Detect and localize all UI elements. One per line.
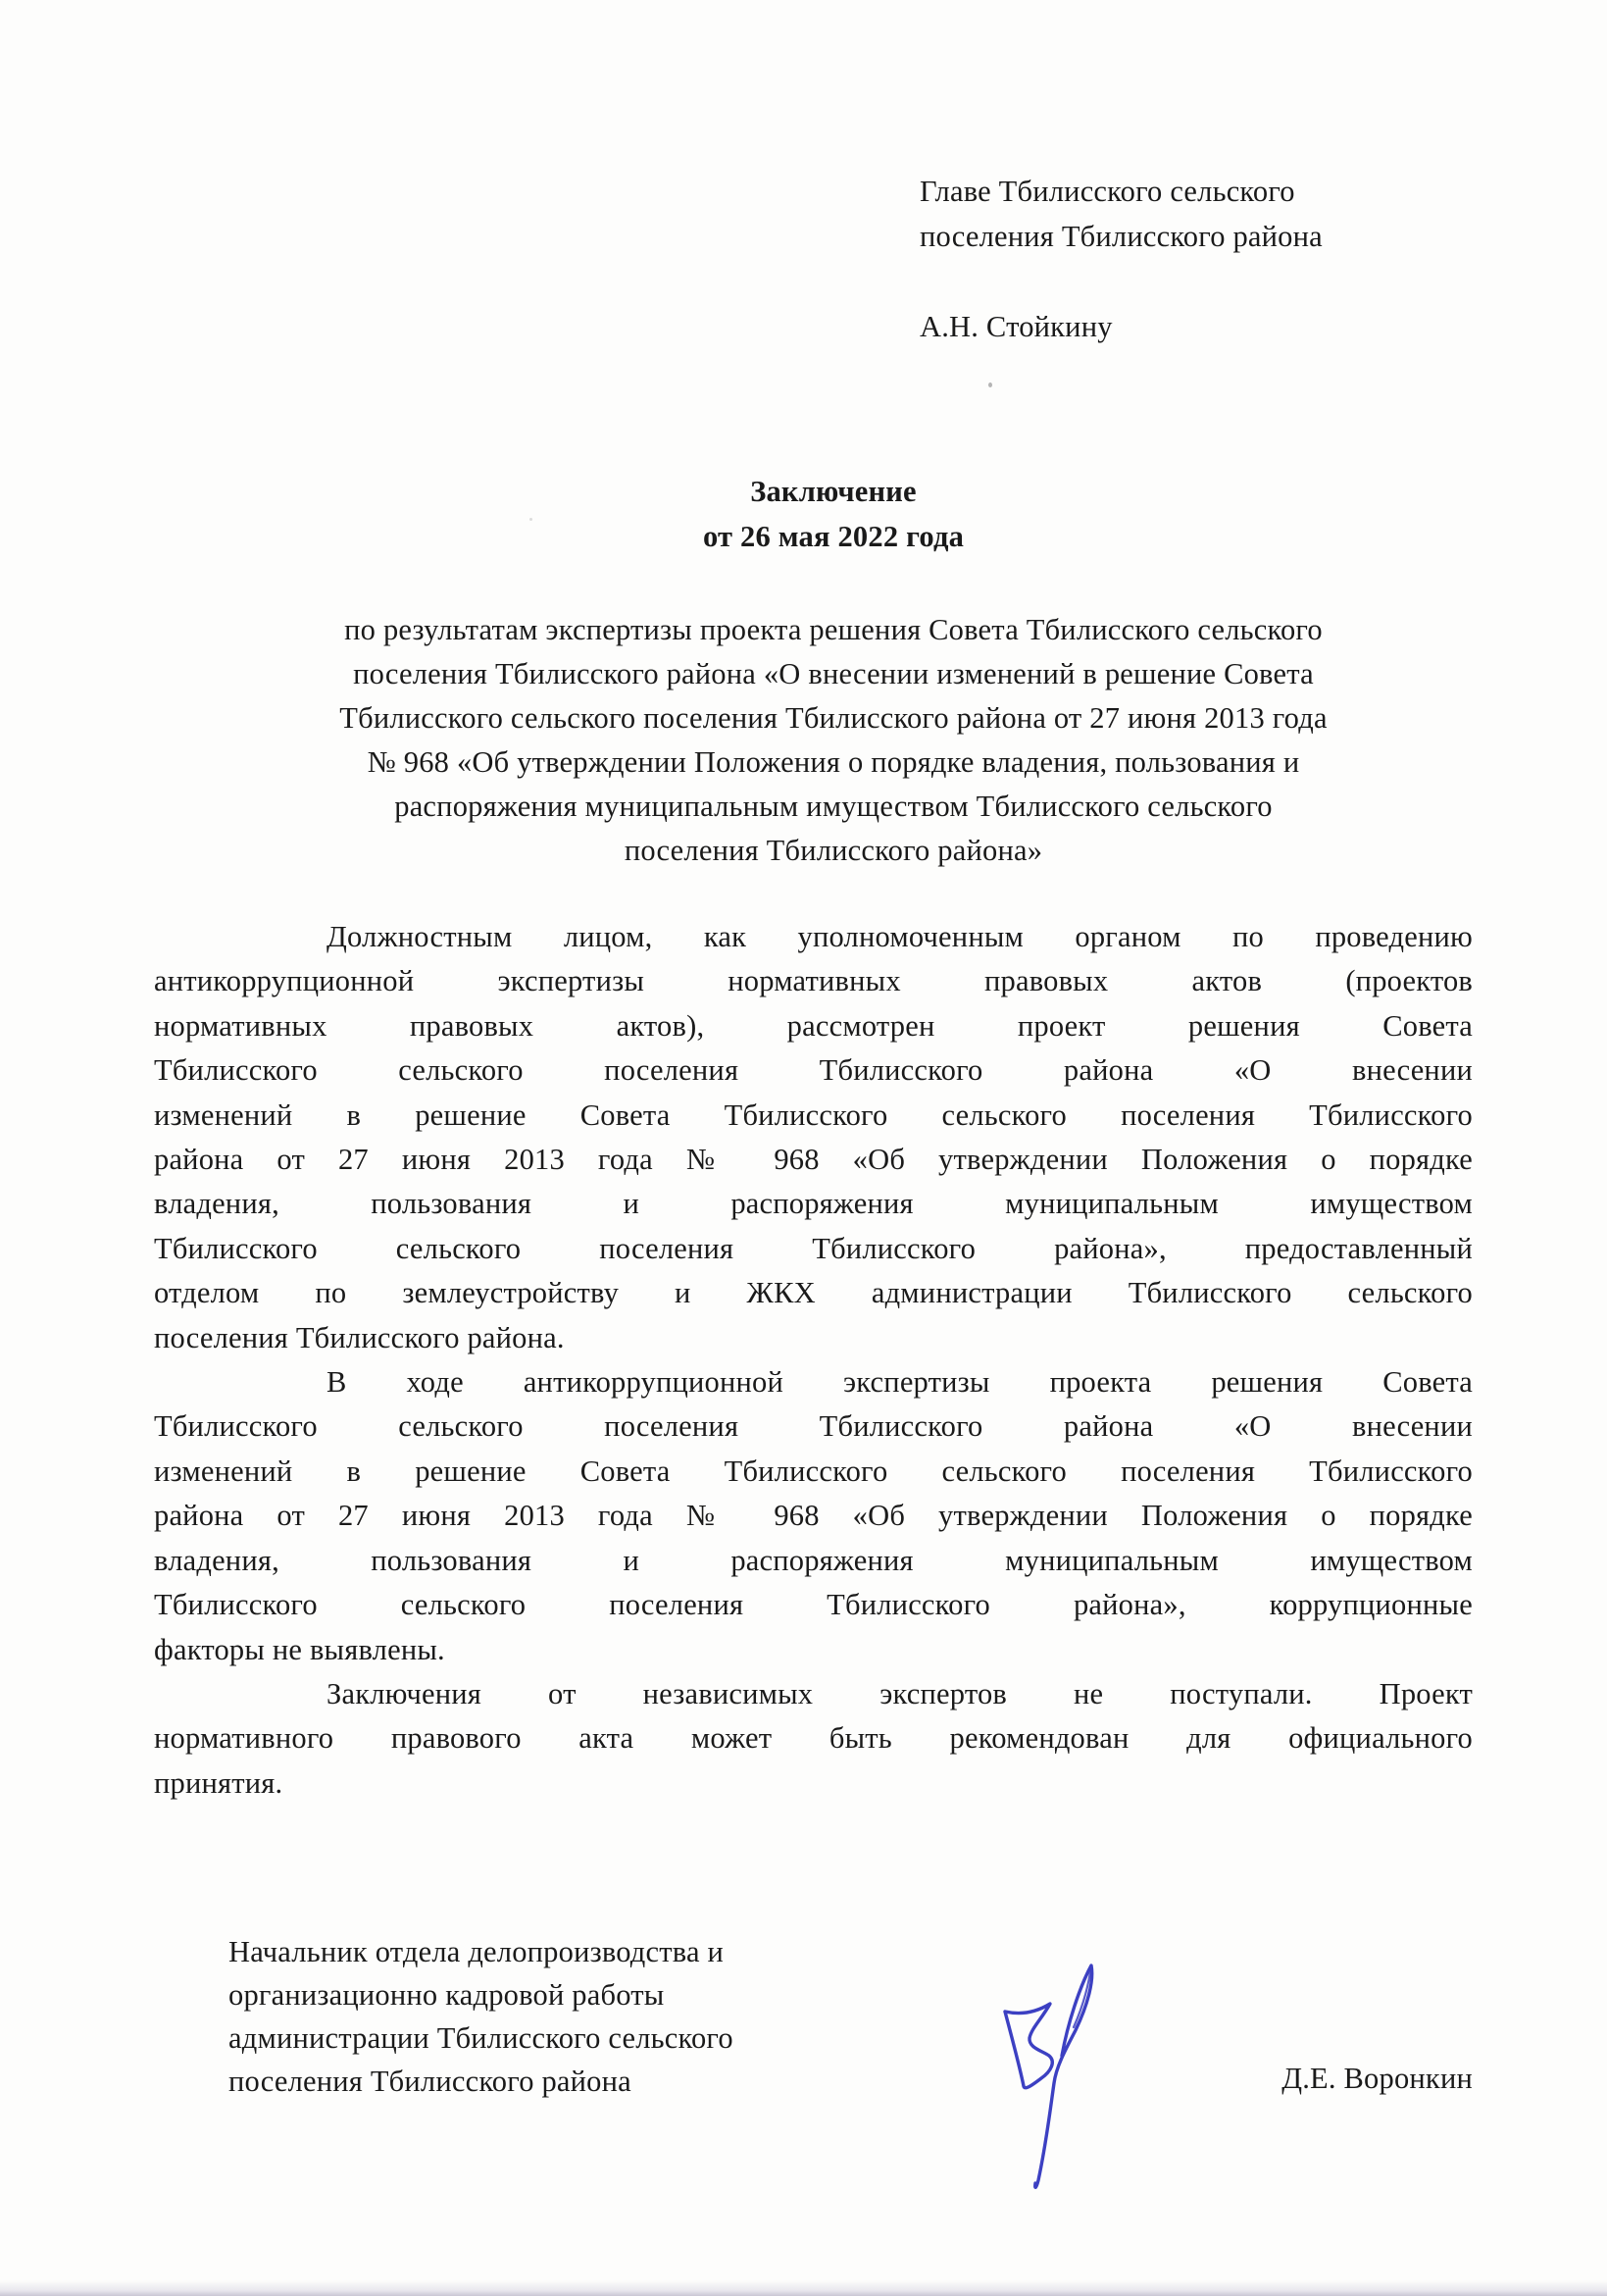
body-line: антикоррупционной экспертизы нормативных правовых актов (проектов: [154, 964, 1473, 998]
addressee-person-name: А.Н. Стойкину: [920, 310, 1113, 343]
scan-speck: [988, 383, 992, 387]
signer-position-line: Начальник отдела делопроизводства и: [228, 1935, 725, 1968]
body-line: поселения Тбилисского района.: [154, 1320, 565, 1354]
subject-line: по результатам экспертизы проекта решения Совета Тбилисского сельского: [344, 613, 1323, 646]
scan-speck: [529, 518, 532, 521]
addressee-line: Главе Тбилисского сельского: [920, 175, 1295, 208]
addressee-line: поселения Тбилисского района: [920, 220, 1323, 253]
title-block: [154, 469, 1513, 559]
body-line: Тбилисского сельского поселения Тбилисского района «О внесении: [154, 1053, 1473, 1088]
body-line: района от 27 июня 2013 года № 968 «Об утверждении Положения о порядке: [154, 1143, 1473, 1177]
body-line: Тбилисского сельского поселения Тбилисского района», предоставленный: [154, 1231, 1473, 1265]
addressee-block: [920, 169, 1323, 349]
signer-position-line: администрации Тбилисского сельского: [228, 2021, 733, 2055]
body-line: владения, пользования и распоряжения муниципальным имуществом: [154, 1187, 1473, 1221]
body-paragraph-2: [154, 1360, 1473, 1672]
body-line: изменений в решение Совета Тбилисского сельского поселения Тбилисского: [154, 1097, 1473, 1132]
body-line: отделом по землеустройству и ЖКХ администрации Тбилисского сельского: [154, 1276, 1473, 1310]
signer-name: Д.Е. Воронкин: [1281, 2062, 1473, 2095]
body-line: В ходе антикоррупционной экспертизы проекта решения Совета: [326, 1365, 1473, 1400]
addressee-lines: [920, 169, 1323, 259]
document-title: Заключение: [750, 475, 917, 508]
subject-line: поселения Тбилисского района «О внесении изменений в решение Совета: [353, 657, 1314, 690]
subject-line: поселения Тбилисского района»: [624, 834, 1043, 867]
body-paragraph-1: [154, 915, 1473, 1360]
body-line: нормативного правового акта может быть рекомендован для официального: [154, 1721, 1473, 1756]
body-paragraph-3: [154, 1672, 1473, 1806]
body-line: Заключения от независимых экспертов не поступали. Проект: [326, 1676, 1473, 1710]
body-line: Должностным лицом, как уполномоченным органом по проведению: [326, 920, 1473, 953]
addressee-gap: [920, 259, 1323, 304]
subject-line: распоряжения муниципальным имуществом Тбилисского сельского: [394, 790, 1273, 823]
subject-block: [154, 608, 1513, 873]
scan-bottom-edge: [0, 2280, 1607, 2296]
body-line: принятия.: [154, 1765, 283, 1800]
subject-line: № 968 «Об утверждении Положения о порядке владения, пользования и: [367, 745, 1300, 779]
body-line: района от 27 июня 2013 года № 968 «Об утверждении Положения о порядке: [154, 1499, 1473, 1533]
body-line: факторы не выявлены.: [154, 1632, 445, 1666]
body-line: изменений в решение Совета Тбилисского сельского поселения Тбилисского: [154, 1454, 1473, 1488]
scan-speck: [192, 1510, 195, 1513]
body-line: Тбилисского сельского поселения Тбилисского района», коррупционные: [154, 1588, 1473, 1622]
document-date: от 26 мая 2022 года: [702, 520, 965, 553]
body-text: [154, 915, 1473, 1806]
signer-position-line: организационно кадровой работы: [228, 1978, 665, 2012]
body-line: Тбилисского сельского поселения Тбилисского района «О внесении: [154, 1409, 1473, 1444]
signer-position-line: поселения Тбилисского района: [228, 2065, 631, 2098]
subject-line: Тбилисского сельского поселения Тбилисского района от 27 июня 2013 года: [339, 701, 1328, 735]
body-line: нормативных правовых актов), рассмотрен проект решения Совета: [154, 1008, 1473, 1043]
body-line: владения, пользования и распоряжения муниципальным имуществом: [154, 1543, 1473, 1577]
